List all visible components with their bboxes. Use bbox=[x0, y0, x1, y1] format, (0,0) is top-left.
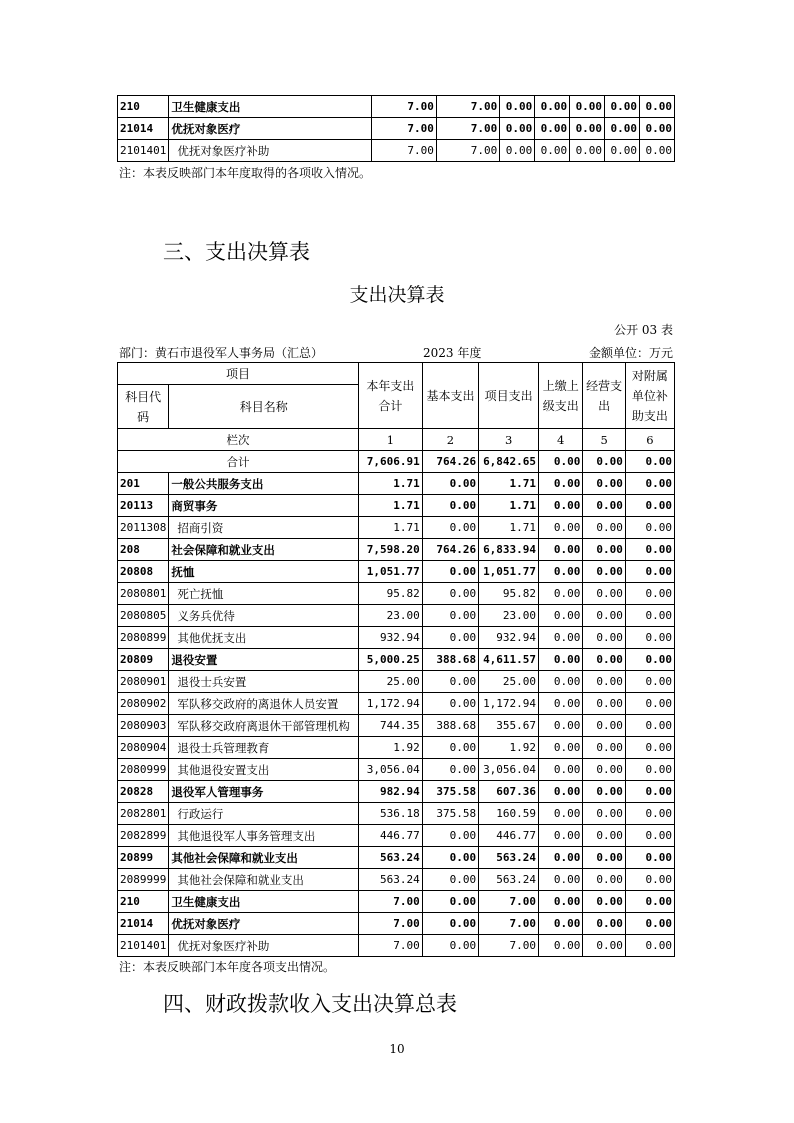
subject-name: 义务兵优待 bbox=[169, 605, 359, 627]
form-number: 公开 03 表 bbox=[614, 323, 673, 337]
amount-cell: 7.00 bbox=[479, 891, 539, 913]
subject-name: 卫生健康支出 bbox=[169, 891, 359, 913]
amount-cell: 5,000.25 bbox=[359, 649, 423, 671]
amount-cell: 0.00 bbox=[422, 869, 478, 891]
row-number-label: 栏次 bbox=[118, 429, 359, 451]
amount-cell: 6,833.94 bbox=[479, 539, 539, 561]
subject-code: 2080801 bbox=[118, 583, 169, 605]
subject-name: 退役安置 bbox=[169, 649, 359, 671]
amount-cell: 536.18 bbox=[359, 803, 423, 825]
amount-cell: 563.24 bbox=[479, 847, 539, 869]
expenditure-table-note: 注：本表反映部门本年度各项支出情况。 bbox=[119, 960, 336, 974]
amount-cell: 0.00 bbox=[539, 891, 583, 913]
amount-cell: 0.00 bbox=[625, 649, 674, 671]
amount-cell: 0.00 bbox=[539, 583, 583, 605]
subject-code: 2082899 bbox=[118, 825, 169, 847]
amount-cell: 388.68 bbox=[422, 715, 478, 737]
section-heading-finance: 四、财政拨款收入支出决算总表 bbox=[163, 992, 457, 1016]
subject-code: 208 bbox=[118, 539, 169, 561]
header-item: 项目 bbox=[118, 363, 359, 385]
amount-cell: 1.71 bbox=[359, 517, 423, 539]
amount-cell: 0.00 bbox=[625, 803, 674, 825]
amount-cell: 0.00 bbox=[625, 715, 674, 737]
header-code: 科目代码 bbox=[118, 385, 169, 429]
amount-cell: 0.00 bbox=[583, 583, 625, 605]
subject-name: 卫生健康支出 bbox=[169, 96, 371, 118]
amount-cell: 0.00 bbox=[500, 118, 535, 140]
amount-cell: 0.00 bbox=[625, 781, 674, 803]
amount-cell: 7.00 bbox=[479, 935, 539, 957]
subject-code: 20899 bbox=[118, 847, 169, 869]
amount-cell: 0.00 bbox=[625, 605, 674, 627]
amount-cell: 0.00 bbox=[422, 891, 478, 913]
amount-cell: 0.00 bbox=[583, 759, 625, 781]
subject-code: 2080904 bbox=[118, 737, 169, 759]
amount-cell: 0.00 bbox=[535, 140, 570, 162]
table-row bbox=[118, 517, 675, 539]
header-upper: 上缴上级支出 bbox=[539, 363, 583, 429]
subject-code: 2080902 bbox=[118, 693, 169, 715]
amount-cell: 375.58 bbox=[422, 803, 478, 825]
amount-cell: 7.00 bbox=[359, 913, 423, 935]
amount-cell: 0.00 bbox=[535, 96, 570, 118]
amount-cell: 0.00 bbox=[539, 715, 583, 737]
amount-cell: 0.00 bbox=[625, 891, 674, 913]
subject-code: 2101401 bbox=[118, 140, 169, 162]
amount-cell: 0.00 bbox=[539, 803, 583, 825]
amount-cell: 0.00 bbox=[583, 781, 625, 803]
amount-cell: 7.00 bbox=[436, 96, 499, 118]
amount-cell: 0.00 bbox=[583, 869, 625, 891]
amount-cell: 0.00 bbox=[625, 693, 674, 715]
subject-name: 其他退役安置支出 bbox=[169, 759, 359, 781]
amount-cell: 0.00 bbox=[583, 737, 625, 759]
amount-cell: 0.00 bbox=[583, 715, 625, 737]
subject-name: 退役士兵管理教育 bbox=[169, 737, 359, 759]
table-row bbox=[118, 847, 675, 869]
amount-cell: 1.71 bbox=[359, 495, 423, 517]
table-row bbox=[118, 96, 675, 118]
amount-cell: 0.00 bbox=[583, 847, 625, 869]
amount-cell: 0.00 bbox=[422, 693, 478, 715]
table-row bbox=[118, 495, 675, 517]
amount-cell: 0.00 bbox=[583, 517, 625, 539]
table-row bbox=[118, 583, 675, 605]
amount-cell: 0.00 bbox=[583, 671, 625, 693]
subject-name: 商贸事务 bbox=[169, 495, 359, 517]
subject-code: 2080901 bbox=[118, 671, 169, 693]
amount-cell: 0.00 bbox=[539, 847, 583, 869]
amount-cell: 0.00 bbox=[500, 96, 535, 118]
amount-cell: 0.00 bbox=[625, 847, 674, 869]
subject-code: 2080903 bbox=[118, 715, 169, 737]
total-value: 764.26 bbox=[422, 451, 478, 473]
amount-cell: 0.00 bbox=[625, 627, 674, 649]
subject-name: 一般公共服务支出 bbox=[169, 473, 359, 495]
amount-cell: 0.00 bbox=[422, 737, 478, 759]
table-row bbox=[118, 140, 675, 162]
subject-code: 2082801 bbox=[118, 803, 169, 825]
amount-cell: 0.00 bbox=[539, 825, 583, 847]
amount-cell: 563.24 bbox=[479, 869, 539, 891]
amount-cell: 744.35 bbox=[359, 715, 423, 737]
amount-cell: 1,172.94 bbox=[359, 693, 423, 715]
subject-code: 2101401 bbox=[118, 935, 169, 957]
header-subsidy: 对附属单位补助支出 bbox=[625, 363, 674, 429]
page-number: 10 bbox=[389, 1042, 405, 1056]
amount-cell: 25.00 bbox=[479, 671, 539, 693]
amount-cell: 0.00 bbox=[539, 935, 583, 957]
amount-cell: 0.00 bbox=[422, 583, 478, 605]
amount-cell: 7.00 bbox=[359, 891, 423, 913]
amount-cell: 23.00 bbox=[479, 605, 539, 627]
subject-code: 2080999 bbox=[118, 759, 169, 781]
amount-cell: 95.82 bbox=[479, 583, 539, 605]
amount-cell: 0.00 bbox=[639, 96, 674, 118]
amount-cell: 0.00 bbox=[639, 140, 674, 162]
table-row bbox=[118, 118, 675, 140]
subject-name: 死亡抚恤 bbox=[169, 583, 359, 605]
amount-cell: 7.00 bbox=[359, 935, 423, 957]
subject-name: 军队移交政府离退休干部管理机构 bbox=[169, 715, 359, 737]
table-row bbox=[118, 913, 675, 935]
subject-name: 优抚对象医疗 bbox=[169, 913, 359, 935]
amount-cell: 0.00 bbox=[583, 627, 625, 649]
amount-cell: 1.71 bbox=[479, 495, 539, 517]
amount-cell: 0.00 bbox=[583, 803, 625, 825]
amount-cell: 446.77 bbox=[359, 825, 423, 847]
subject-code: 21014 bbox=[118, 118, 169, 140]
total-value: 0.00 bbox=[539, 451, 583, 473]
table-row bbox=[118, 715, 675, 737]
table-row bbox=[118, 803, 675, 825]
amount-cell: 0.00 bbox=[539, 517, 583, 539]
income-table-continuation bbox=[117, 95, 675, 162]
amount-cell: 0.00 bbox=[539, 495, 583, 517]
amount-cell: 932.94 bbox=[479, 627, 539, 649]
amount-cell: 982.94 bbox=[359, 781, 423, 803]
subject-name: 行政运行 bbox=[169, 803, 359, 825]
amount-cell: 563.24 bbox=[359, 869, 423, 891]
amount-cell: 1,051.77 bbox=[479, 561, 539, 583]
amount-cell: 7.00 bbox=[371, 140, 436, 162]
amount-cell: 0.00 bbox=[625, 561, 674, 583]
amount-cell: 0.00 bbox=[570, 96, 605, 118]
header-project: 项目支出 bbox=[479, 363, 539, 429]
table-row bbox=[118, 891, 675, 913]
amount-cell: 7.00 bbox=[436, 140, 499, 162]
amount-cell: 0.00 bbox=[500, 140, 535, 162]
amount-cell: 0.00 bbox=[583, 891, 625, 913]
table-row bbox=[118, 671, 675, 693]
amount-cell: 1.71 bbox=[479, 517, 539, 539]
amount-cell: 0.00 bbox=[539, 693, 583, 715]
amount-cell: 0.00 bbox=[625, 759, 674, 781]
amount-cell: 0.00 bbox=[625, 913, 674, 935]
expenditure-table bbox=[117, 362, 675, 957]
amount-cell: 563.24 bbox=[359, 847, 423, 869]
amount-cell: 3,056.04 bbox=[479, 759, 539, 781]
amount-cell: 0.00 bbox=[422, 913, 478, 935]
amount-cell: 0.00 bbox=[625, 539, 674, 561]
subject-code: 210 bbox=[118, 891, 169, 913]
amount-cell: 25.00 bbox=[359, 671, 423, 693]
subject-name: 退役士兵安置 bbox=[169, 671, 359, 693]
subject-code: 20808 bbox=[118, 561, 169, 583]
amount-cell: 0.00 bbox=[539, 759, 583, 781]
amount-cell: 7.00 bbox=[371, 118, 436, 140]
amount-cell: 0.00 bbox=[422, 825, 478, 847]
department-label: 部门：黄石市退役军人事务局（汇总） bbox=[119, 346, 324, 360]
amount-cell: 0.00 bbox=[583, 473, 625, 495]
amount-cell: 0.00 bbox=[625, 517, 674, 539]
subject-code: 2011308 bbox=[118, 517, 169, 539]
amount-cell: 764.26 bbox=[422, 539, 478, 561]
total-value: 0.00 bbox=[583, 451, 625, 473]
amount-cell: 0.00 bbox=[583, 649, 625, 671]
amount-cell: 0.00 bbox=[583, 913, 625, 935]
table-row bbox=[118, 869, 675, 891]
year-label: 2023 年度 bbox=[423, 346, 482, 360]
table-row bbox=[118, 473, 675, 495]
col-number: 1 bbox=[359, 429, 423, 451]
subject-code: 2080899 bbox=[118, 627, 169, 649]
amount-cell: 0.00 bbox=[539, 671, 583, 693]
amount-cell: 0.00 bbox=[422, 605, 478, 627]
subject-code: 2080805 bbox=[118, 605, 169, 627]
amount-cell: 0.00 bbox=[539, 649, 583, 671]
subject-name: 其他社会保障和就业支出 bbox=[169, 847, 359, 869]
subject-name: 退役军人管理事务 bbox=[169, 781, 359, 803]
amount-cell: 0.00 bbox=[625, 737, 674, 759]
amount-cell: 607.36 bbox=[479, 781, 539, 803]
amount-cell: 446.77 bbox=[479, 825, 539, 847]
amount-cell: 0.00 bbox=[583, 539, 625, 561]
amount-cell: 0.00 bbox=[625, 495, 674, 517]
table-row bbox=[118, 605, 675, 627]
amount-cell: 0.00 bbox=[422, 759, 478, 781]
subject-name: 其他退役军人事务管理支出 bbox=[169, 825, 359, 847]
amount-cell: 160.59 bbox=[479, 803, 539, 825]
amount-cell: 3,056.04 bbox=[359, 759, 423, 781]
amount-cell: 0.00 bbox=[539, 561, 583, 583]
subject-code: 2089999 bbox=[118, 869, 169, 891]
subject-code: 20809 bbox=[118, 649, 169, 671]
header-business: 经营支出 bbox=[583, 363, 625, 429]
subject-name: 社会保障和就业支出 bbox=[169, 539, 359, 561]
amount-cell: 0.00 bbox=[539, 869, 583, 891]
amount-cell: 0.00 bbox=[570, 118, 605, 140]
table-row bbox=[118, 759, 675, 781]
subject-code: 201 bbox=[118, 473, 169, 495]
amount-cell: 0.00 bbox=[625, 869, 674, 891]
amount-cell: 0.00 bbox=[570, 140, 605, 162]
amount-cell: 0.00 bbox=[583, 693, 625, 715]
amount-cell: 0.00 bbox=[625, 935, 674, 957]
table-row bbox=[118, 935, 675, 957]
amount-cell: 0.00 bbox=[583, 561, 625, 583]
amount-cell: 932.94 bbox=[359, 627, 423, 649]
table-row bbox=[118, 781, 675, 803]
amount-cell: 1.92 bbox=[479, 737, 539, 759]
col-number: 5 bbox=[583, 429, 625, 451]
amount-cell: 0.00 bbox=[539, 473, 583, 495]
amount-cell: 0.00 bbox=[625, 825, 674, 847]
table-title: 支出决算表 bbox=[349, 284, 445, 306]
subject-name: 优抚对象医疗补助 bbox=[169, 140, 371, 162]
amount-cell: 7.00 bbox=[371, 96, 436, 118]
amount-cell: 0.00 bbox=[422, 671, 478, 693]
amount-cell: 0.00 bbox=[639, 118, 674, 140]
amount-cell: 7.00 bbox=[479, 913, 539, 935]
subject-code: 21014 bbox=[118, 913, 169, 935]
subject-name: 优抚对象医疗 bbox=[169, 118, 371, 140]
total-value: 7,606.91 bbox=[359, 451, 423, 473]
amount-cell: 0.00 bbox=[539, 737, 583, 759]
col-number: 2 bbox=[422, 429, 478, 451]
table-row bbox=[118, 539, 675, 561]
amount-cell: 0.00 bbox=[583, 825, 625, 847]
amount-cell: 0.00 bbox=[422, 847, 478, 869]
amount-cell: 0.00 bbox=[535, 118, 570, 140]
amount-cell: 0.00 bbox=[583, 935, 625, 957]
amount-cell: 7,598.20 bbox=[359, 539, 423, 561]
table-row bbox=[118, 561, 675, 583]
amount-cell: 95.82 bbox=[359, 583, 423, 605]
header-name: 科目名称 bbox=[169, 385, 359, 429]
amount-cell: 0.00 bbox=[605, 96, 640, 118]
amount-cell: 0.00 bbox=[422, 627, 478, 649]
subject-code: 20113 bbox=[118, 495, 169, 517]
amount-cell: 0.00 bbox=[625, 473, 674, 495]
subject-name: 其他社会保障和就业支出 bbox=[169, 869, 359, 891]
amount-cell: 0.00 bbox=[539, 605, 583, 627]
amount-cell: 1.71 bbox=[359, 473, 423, 495]
amount-cell: 388.68 bbox=[422, 649, 478, 671]
amount-cell: 4,611.57 bbox=[479, 649, 539, 671]
col-number: 3 bbox=[479, 429, 539, 451]
total-label: 合计 bbox=[118, 451, 359, 473]
subject-name: 优抚对象医疗补助 bbox=[169, 935, 359, 957]
amount-cell: 23.00 bbox=[359, 605, 423, 627]
table-row bbox=[118, 693, 675, 715]
amount-cell: 0.00 bbox=[539, 627, 583, 649]
amount-cell: 0.00 bbox=[539, 539, 583, 561]
subject-name: 军队移交政府的离退休人员安置 bbox=[169, 693, 359, 715]
col-number: 6 bbox=[625, 429, 674, 451]
income-table-note: 注：本表反映部门本年度取得的各项收入情况。 bbox=[119, 166, 372, 180]
table-row bbox=[118, 649, 675, 671]
amount-cell: 0.00 bbox=[583, 495, 625, 517]
amount-cell: 0.00 bbox=[625, 583, 674, 605]
amount-cell: 7.00 bbox=[436, 118, 499, 140]
amount-cell: 0.00 bbox=[605, 140, 640, 162]
unit-label: 金额单位：万元 bbox=[588, 346, 673, 360]
amount-cell: 1,172.94 bbox=[479, 693, 539, 715]
total-value: 6,842.65 bbox=[479, 451, 539, 473]
amount-cell: 0.00 bbox=[539, 913, 583, 935]
table-row bbox=[118, 825, 675, 847]
total-value: 0.00 bbox=[625, 451, 674, 473]
amount-cell: 0.00 bbox=[422, 561, 478, 583]
amount-cell: 0.00 bbox=[422, 495, 478, 517]
subject-name: 其他优抚支出 bbox=[169, 627, 359, 649]
amount-cell: 0.00 bbox=[625, 671, 674, 693]
table-row bbox=[118, 627, 675, 649]
amount-cell: 0.00 bbox=[422, 517, 478, 539]
header-basic: 基本支出 bbox=[422, 363, 478, 429]
col-number: 4 bbox=[539, 429, 583, 451]
amount-cell: 1.71 bbox=[479, 473, 539, 495]
amount-cell: 0.00 bbox=[583, 605, 625, 627]
amount-cell: 0.00 bbox=[539, 781, 583, 803]
header-total: 本年支出合计 bbox=[359, 363, 423, 429]
amount-cell: 375.58 bbox=[422, 781, 478, 803]
subject-name: 招商引资 bbox=[169, 517, 359, 539]
subject-code: 210 bbox=[118, 96, 169, 118]
section-heading-expenditure: 三、支出决算表 bbox=[163, 240, 310, 264]
amount-cell: 1,051.77 bbox=[359, 561, 423, 583]
amount-cell: 0.00 bbox=[605, 118, 640, 140]
subject-code: 20828 bbox=[118, 781, 169, 803]
table-row bbox=[118, 737, 675, 759]
amount-cell: 0.00 bbox=[422, 935, 478, 957]
amount-cell: 1.92 bbox=[359, 737, 423, 759]
subject-name: 抚恤 bbox=[169, 561, 359, 583]
amount-cell: 0.00 bbox=[422, 473, 478, 495]
amount-cell: 355.67 bbox=[479, 715, 539, 737]
